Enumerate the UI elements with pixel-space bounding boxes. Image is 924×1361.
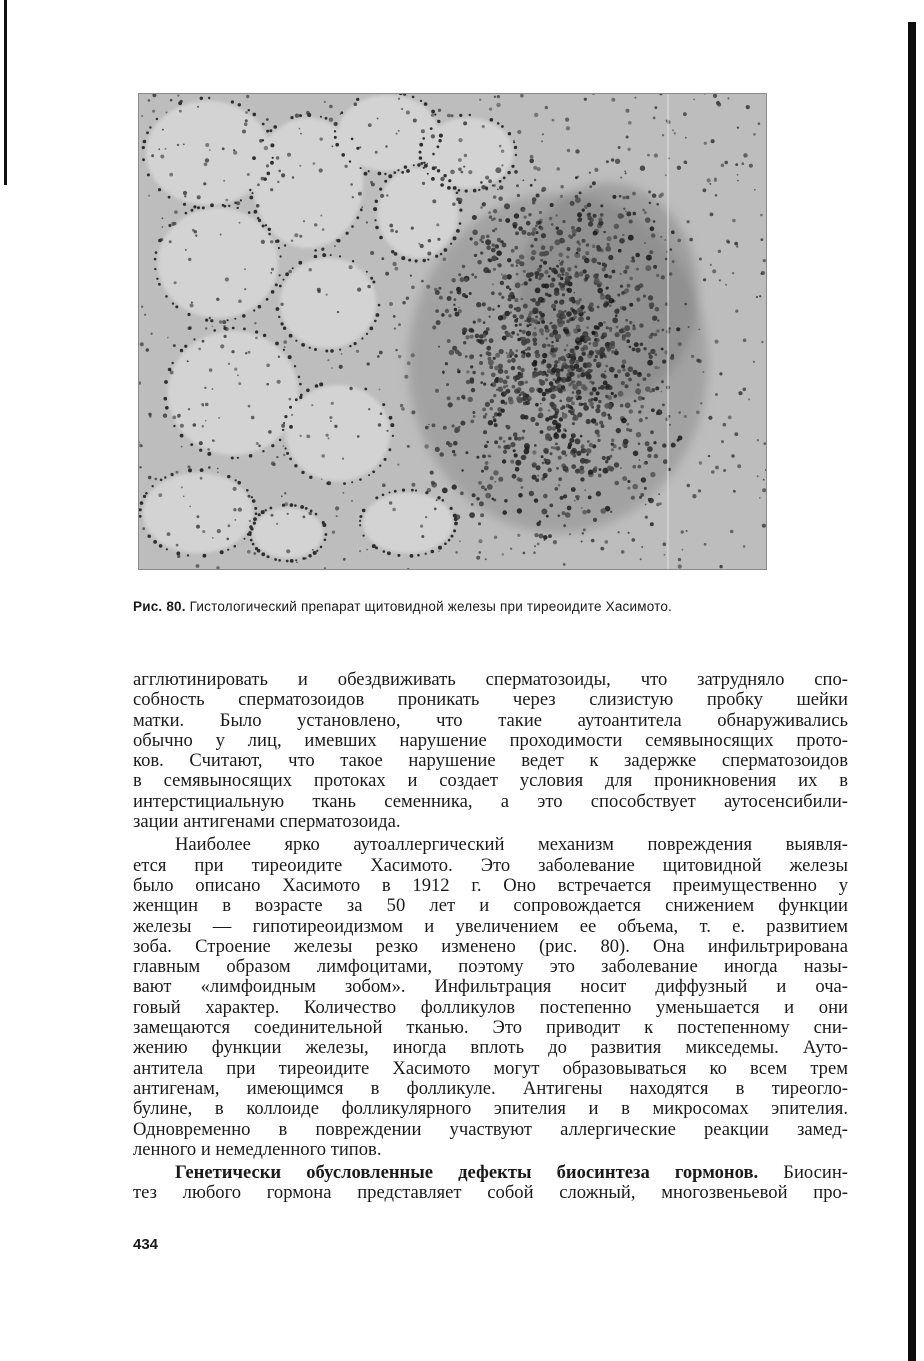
text-line: обычно у лиц, имевших нарушение проходимости семявыносящих прото- <box>133 729 848 751</box>
micrograph-image <box>138 93 767 570</box>
text-line <box>133 1163 848 1183</box>
page-edge-shadow-right <box>908 22 916 1361</box>
text-line: ленного и немедленного типов. <box>133 1138 382 1160</box>
text-line: собность сперматозоидов проникать через слизистую пробку шейки <box>133 689 848 711</box>
page-edge-shadow-left <box>4 0 7 185</box>
heading-line-rest: Биосин- <box>758 1162 848 1184</box>
text-line: женщин в возрасте за 50 лет и сопровождается снижением функции <box>133 895 848 917</box>
text-line: булине, в коллоиде фолликулярного эпителия и в микросомах эпителия. <box>133 1098 848 1120</box>
section-heading: Генетически обусловленные дефекты биосинтеза гормонов. <box>175 1162 759 1184</box>
text-line: антитела при тиреоидите Хасимото могут образовываться ко всем трем <box>133 1057 848 1079</box>
text-line: было описано Хасимото в 1912 г. Оно встречается преимущественно у <box>133 874 848 896</box>
text-line: тез любого гормона представляет собой сложный, многозвеньевой про- <box>133 1182 848 1204</box>
text-line: антигенам, имеющимся в фолликуле. Антигены находятся в тиреогло- <box>133 1077 848 1099</box>
text-line: говый характер. Количество фолликулов постепенно уменьшается и они <box>133 996 848 1018</box>
text-line: Наиболее ярко аутоаллергический механизм повреждения выявля- <box>175 834 848 856</box>
text-line: главным образом лимфоцитами, поэтому это заболевание иногда назы- <box>133 956 848 978</box>
text-line: замещаются соединительной тканью. Это приводит к постепенному сни- <box>133 1017 848 1039</box>
text-line: агглютинировать и обездвиживать сперматозоиды, что затрудняло спо- <box>133 669 848 690</box>
histology-micrograph <box>138 93 767 570</box>
text-line: зоба. Строение железы резко изменено (рис. 80). Она инфильтрирована <box>133 935 848 957</box>
text-line: ков. Считают, что такое нарушение ведет к задержке сперматозоидов <box>133 750 848 772</box>
text-line: ется при тиреоидите Хасимото. Это заболевание щитовидной железы <box>133 854 848 876</box>
text-line: в семявыносящих протоках и создает условия для проникновения их в <box>133 770 848 792</box>
caption-label: Рис. 80. <box>133 599 186 614</box>
text-line: железы — гипотиреоидизмом и увеличением ее объема, т. е. развитием <box>133 915 848 937</box>
text-line: зации антигенами сперматозоида. <box>133 811 401 833</box>
page-number: 434 <box>133 1236 159 1253</box>
figure-caption <box>133 598 770 615</box>
text-line: интерстициальную ткань семенника, а это способствует аутосенсибили- <box>133 790 848 812</box>
text-line: матки. Было установлено, что такие аутоантитела обнаруживались <box>133 709 848 731</box>
body-text <box>133 670 848 1204</box>
text-line: вают «лимфоидным зобом». Инфильтрация носит диффузный и оча- <box>133 976 848 998</box>
caption-text: Гистологический препарат щитовидной железы при тиреоидите Хасимото. <box>189 599 673 614</box>
text-line: Одновременно в повреждении участвуют аллергические реакции замед- <box>133 1118 848 1140</box>
text-line: жению функции железы, иногда вплоть до развития микседемы. Ауто- <box>133 1037 848 1059</box>
